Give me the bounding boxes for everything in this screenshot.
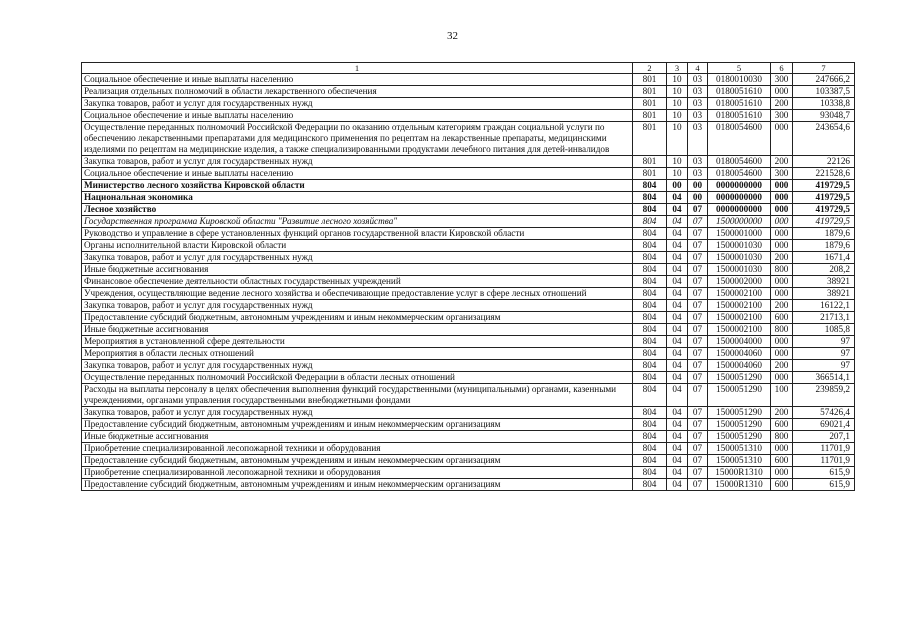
ministry-code-cell: 801: [633, 98, 667, 110]
ministry-code-cell: 804: [633, 384, 667, 407]
header-row: [82, 63, 855, 74]
amount-cell: 97: [793, 336, 855, 348]
amount-cell: 103387,5: [793, 86, 855, 98]
expense-type-cell: 600: [771, 479, 793, 491]
table-row: [82, 192, 855, 204]
expense-name-cell: Осуществление переданных полномочий Российской Федерации по оказанию отдельным категориям граждан социальной услуги по обеспечению лекарственными препаратами для медицинского применения по рецептам на лекарственные препараты, медицинскими изделиями по рецептам на медицинские изделия, а также специализированными продуктами лечебного питания для детей-инвалидов: [82, 122, 633, 156]
target-article-cell: 15000R1310: [708, 467, 771, 479]
target-article-cell: 0180051610: [708, 86, 771, 98]
target-article-cell: 1500051310: [708, 443, 771, 455]
expense-name-cell: Предоставление субсидий бюджетным, автономным учреждениям и иным некоммерческим организациям: [82, 312, 633, 324]
section-code-cell: 04: [667, 252, 688, 264]
expense-name-cell: Национальная экономика: [82, 192, 633, 204]
expense-name-cell: Иные бюджетные ассигнования: [82, 264, 633, 276]
expense-name-cell: Закупка товаров, работ и услуг для государственных нужд: [82, 360, 633, 372]
expense-type-cell: 000: [771, 240, 793, 252]
expense-type-cell: 000: [771, 180, 793, 192]
section-code-cell: 10: [667, 74, 688, 86]
amount-cell: 419729,5: [793, 192, 855, 204]
expense-name-cell: Социальное обеспечение и иные выплаты населению: [82, 168, 633, 180]
target-article-cell: 1500051310: [708, 455, 771, 467]
amount-cell: 419729,5: [793, 204, 855, 216]
expense-type-cell: 800: [771, 264, 793, 276]
target-article-cell: 1500002100: [708, 300, 771, 312]
table-row: [82, 228, 855, 240]
target-article-cell: 0000000000: [708, 180, 771, 192]
subsection-code-cell: 07: [688, 479, 708, 491]
expense-type-cell: 000: [771, 122, 793, 156]
expense-type-cell: 000: [771, 443, 793, 455]
amount-cell: 1671,4: [793, 252, 855, 264]
ministry-code-cell: 804: [633, 228, 667, 240]
table-row: [82, 86, 855, 98]
expense-name-cell: Приобретение специализированной лесопожарной техники и оборудования: [82, 443, 633, 455]
expense-type-cell: 000: [771, 204, 793, 216]
table-row: [82, 252, 855, 264]
expense-name-cell: Иные бюджетные ассигнования: [82, 431, 633, 443]
column-header: 1: [82, 63, 633, 74]
section-code-cell: 04: [667, 228, 688, 240]
section-code-cell: 04: [667, 336, 688, 348]
amount-cell: 419729,5: [793, 180, 855, 192]
subsection-code-cell: 07: [688, 324, 708, 336]
expense-type-cell: 000: [771, 372, 793, 384]
column-header: 3: [667, 63, 688, 74]
subsection-code-cell: 03: [688, 110, 708, 122]
expense-name-cell: Приобретение специализированной лесопожарной техники и оборудования: [82, 467, 633, 479]
expense-type-cell: 000: [771, 86, 793, 98]
table-row: [82, 168, 855, 180]
amount-cell: 69021,4: [793, 419, 855, 431]
target-article-cell: 1500051290: [708, 372, 771, 384]
amount-cell: 21713,1: [793, 312, 855, 324]
target-article-cell: 0000000000: [708, 204, 771, 216]
subsection-code-cell: 07: [688, 372, 708, 384]
amount-cell: 208,2: [793, 264, 855, 276]
subsection-code-cell: 07: [688, 431, 708, 443]
table-row: [82, 324, 855, 336]
table-row: [82, 300, 855, 312]
expense-name-cell: Государственная программа Кировской области "Развитие лесного хозяйства": [82, 216, 633, 228]
table-row: [82, 240, 855, 252]
amount-cell: 419729,5: [793, 216, 855, 228]
column-header: 2: [633, 63, 667, 74]
target-article-cell: 1500002000: [708, 276, 771, 288]
column-header: 5: [708, 63, 771, 74]
expense-name-cell: Предоставление субсидий бюджетным, автономным учреждениям и иным некоммерческим организациям: [82, 479, 633, 491]
target-article-cell: 1500002100: [708, 312, 771, 324]
expense-type-cell: 600: [771, 455, 793, 467]
expense-type-cell: 300: [771, 110, 793, 122]
subsection-code-cell: 07: [688, 228, 708, 240]
ministry-code-cell: 804: [633, 180, 667, 192]
budget-table: [81, 62, 855, 491]
expense-name-cell: Мероприятия в установленной сфере деятельности: [82, 336, 633, 348]
expense-name-cell: Осуществление переданных полномочий Российской Федерации в области лесных отношений: [82, 372, 633, 384]
target-article-cell: 0180054600: [708, 156, 771, 168]
amount-cell: 93048,7: [793, 110, 855, 122]
subsection-code-cell: 03: [688, 168, 708, 180]
target-article-cell: 1500000000: [708, 216, 771, 228]
table-row: [82, 312, 855, 324]
subsection-code-cell: 03: [688, 156, 708, 168]
subsection-code-cell: 03: [688, 122, 708, 156]
expense-name-cell: Социальное обеспечение и иные выплаты населению: [82, 110, 633, 122]
expense-type-cell: 200: [771, 300, 793, 312]
section-code-cell: 10: [667, 122, 688, 156]
column-header: 4: [688, 63, 708, 74]
expense-name-cell: Закупка товаров, работ и услуг для государственных нужд: [82, 98, 633, 110]
subsection-code-cell: 07: [688, 240, 708, 252]
section-code-cell: 10: [667, 110, 688, 122]
amount-cell: 97: [793, 348, 855, 360]
column-header: 7: [793, 63, 855, 74]
table-row: [82, 122, 855, 156]
subsection-code-cell: 03: [688, 86, 708, 98]
target-article-cell: 0180054600: [708, 122, 771, 156]
ministry-code-cell: 804: [633, 443, 667, 455]
section-code-cell: 04: [667, 288, 688, 300]
target-article-cell: 1500004000: [708, 336, 771, 348]
ministry-code-cell: 804: [633, 264, 667, 276]
target-article-cell: 0180054600: [708, 168, 771, 180]
ministry-code-cell: 801: [633, 168, 667, 180]
section-code-cell: 04: [667, 204, 688, 216]
amount-cell: 615,9: [793, 479, 855, 491]
expense-name-cell: Иные бюджетные ассигнования: [82, 324, 633, 336]
amount-cell: 1879,6: [793, 240, 855, 252]
expense-type-cell: 200: [771, 360, 793, 372]
subsection-code-cell: 07: [688, 407, 708, 419]
table-row: [82, 407, 855, 419]
target-article-cell: 1500001030: [708, 264, 771, 276]
expense-name-cell: Учреждения, осуществляющие ведение лесного хозяйства и обеспечивающие предоставление услуг в сфере лесных отношений: [82, 288, 633, 300]
amount-cell: 11701,9: [793, 455, 855, 467]
target-article-cell: 1500051290: [708, 384, 771, 407]
expense-type-cell: 200: [771, 156, 793, 168]
expense-type-cell: 200: [771, 407, 793, 419]
table-row: [82, 479, 855, 491]
subsection-code-cell: 07: [688, 419, 708, 431]
expense-type-cell: 000: [771, 467, 793, 479]
amount-cell: 22126: [793, 156, 855, 168]
section-code-cell: 04: [667, 384, 688, 407]
table-row: [82, 431, 855, 443]
table-row: [82, 443, 855, 455]
subsection-code-cell: 07: [688, 264, 708, 276]
table-row: [82, 264, 855, 276]
section-code-cell: 04: [667, 264, 688, 276]
ministry-code-cell: 804: [633, 431, 667, 443]
table-row: [82, 384, 855, 407]
section-code-cell: 04: [667, 300, 688, 312]
ministry-code-cell: 804: [633, 288, 667, 300]
expense-name-cell: Органы исполнительной власти Кировской области: [82, 240, 633, 252]
section-code-cell: 04: [667, 216, 688, 228]
ministry-code-cell: 804: [633, 252, 667, 264]
amount-cell: 38921: [793, 276, 855, 288]
target-article-cell: 0180051610: [708, 98, 771, 110]
amount-cell: 239859,2: [793, 384, 855, 407]
ministry-code-cell: 804: [633, 324, 667, 336]
table-row: [82, 156, 855, 168]
ministry-code-cell: 804: [633, 407, 667, 419]
amount-cell: 207,1: [793, 431, 855, 443]
table-row: [82, 180, 855, 192]
section-code-cell: 10: [667, 168, 688, 180]
ministry-code-cell: 804: [633, 240, 667, 252]
target-article-cell: 1500004060: [708, 348, 771, 360]
section-code-cell: 10: [667, 86, 688, 98]
target-article-cell: 0180010030: [708, 74, 771, 86]
expense-type-cell: 600: [771, 312, 793, 324]
ministry-code-cell: 804: [633, 479, 667, 491]
amount-cell: 38921: [793, 288, 855, 300]
section-code-cell: 04: [667, 479, 688, 491]
ministry-code-cell: 804: [633, 419, 667, 431]
amount-cell: 10338,8: [793, 98, 855, 110]
table-row: [82, 455, 855, 467]
target-article-cell: 1500051290: [708, 431, 771, 443]
expense-name-cell: Закупка товаров, работ и услуг для государственных нужд: [82, 156, 633, 168]
expense-type-cell: 800: [771, 431, 793, 443]
expense-name-cell: Министерство лесного хозяйства Кировской области: [82, 180, 633, 192]
section-code-cell: 04: [667, 276, 688, 288]
ministry-code-cell: 804: [633, 467, 667, 479]
amount-cell: 1085,8: [793, 324, 855, 336]
ministry-code-cell: 804: [633, 192, 667, 204]
section-code-cell: 00: [667, 180, 688, 192]
expense-type-cell: 000: [771, 276, 793, 288]
expense-name-cell: Закупка товаров, работ и услуг для государственных нужд: [82, 300, 633, 312]
expense-type-cell: 200: [771, 252, 793, 264]
expense-name-cell: Закупка товаров, работ и услуг для государственных нужд: [82, 252, 633, 264]
expense-type-cell: 000: [771, 228, 793, 240]
section-code-cell: 04: [667, 455, 688, 467]
ministry-code-cell: 804: [633, 312, 667, 324]
target-article-cell: 1500051290: [708, 419, 771, 431]
expense-name-cell: Руководство и управление в сфере установленных функций органов государственной власти Кировской области: [82, 228, 633, 240]
amount-cell: 1879,6: [793, 228, 855, 240]
subsection-code-cell: 00: [688, 192, 708, 204]
expense-name-cell: Предоставление субсидий бюджетным, автономным учреждениям и иным некоммерческим организациям: [82, 419, 633, 431]
section-code-cell: 04: [667, 192, 688, 204]
subsection-code-cell: 07: [688, 455, 708, 467]
expense-type-cell: 000: [771, 348, 793, 360]
ministry-code-cell: 804: [633, 216, 667, 228]
subsection-code-cell: 07: [688, 252, 708, 264]
subsection-code-cell: 07: [688, 384, 708, 407]
expense-type-cell: 100: [771, 384, 793, 407]
target-article-cell: 1500001000: [708, 228, 771, 240]
expense-type-cell: 600: [771, 419, 793, 431]
table-row: [82, 74, 855, 86]
ministry-code-cell: 801: [633, 122, 667, 156]
subsection-code-cell: 07: [688, 360, 708, 372]
expense-type-cell: 000: [771, 192, 793, 204]
table-row: [82, 98, 855, 110]
budget-table-sheet: [81, 62, 854, 491]
amount-cell: 11701,9: [793, 443, 855, 455]
table-row: [82, 110, 855, 122]
column-header: 6: [771, 63, 793, 74]
subsection-code-cell: 00: [688, 180, 708, 192]
expense-name-cell: Мероприятия в области лесных отношений: [82, 348, 633, 360]
target-article-cell: 0000000000: [708, 192, 771, 204]
section-code-cell: 04: [667, 419, 688, 431]
amount-cell: 16122,1: [793, 300, 855, 312]
section-code-cell: 10: [667, 98, 688, 110]
amount-cell: 247666,2: [793, 74, 855, 86]
table-row: [82, 348, 855, 360]
ministry-code-cell: 801: [633, 86, 667, 98]
page-number: 32: [447, 30, 458, 42]
subsection-code-cell: 07: [688, 312, 708, 324]
expense-type-cell: 300: [771, 168, 793, 180]
table-body: [82, 63, 855, 491]
amount-cell: 615,9: [793, 467, 855, 479]
expense-name-cell: Реализация отдельных полномочий в области лекарственного обеспечения: [82, 86, 633, 98]
subsection-code-cell: 07: [688, 288, 708, 300]
subsection-code-cell: 03: [688, 98, 708, 110]
subsection-code-cell: 07: [688, 216, 708, 228]
section-code-cell: 04: [667, 372, 688, 384]
target-article-cell: 1500002100: [708, 288, 771, 300]
subsection-code-cell: 03: [688, 74, 708, 86]
table-row: [82, 216, 855, 228]
table-row: [82, 276, 855, 288]
ministry-code-cell: 801: [633, 156, 667, 168]
expense-name-cell: Расходы на выплаты персоналу в целях обеспечения выполнения функций государственными (муниципальными) органами, казенными учреждениями, органами управления государственными внебюджетными фондами: [82, 384, 633, 407]
ministry-code-cell: 804: [633, 348, 667, 360]
subsection-code-cell: 07: [688, 276, 708, 288]
amount-cell: 243654,6: [793, 122, 855, 156]
table-row: [82, 467, 855, 479]
section-code-cell: 04: [667, 348, 688, 360]
expense-type-cell: 800: [771, 324, 793, 336]
target-article-cell: 1500001030: [708, 252, 771, 264]
ministry-code-cell: 801: [633, 74, 667, 86]
target-article-cell: 1500002100: [708, 324, 771, 336]
table-row: [82, 419, 855, 431]
section-code-cell: 04: [667, 407, 688, 419]
amount-cell: 57426,4: [793, 407, 855, 419]
table-row: [82, 204, 855, 216]
section-code-cell: 04: [667, 240, 688, 252]
target-article-cell: 1500001030: [708, 240, 771, 252]
subsection-code-cell: 07: [688, 300, 708, 312]
subsection-code-cell: 07: [688, 467, 708, 479]
target-article-cell: 0180051610: [708, 110, 771, 122]
amount-cell: 221528,6: [793, 168, 855, 180]
section-code-cell: 04: [667, 312, 688, 324]
expense-type-cell: 000: [771, 216, 793, 228]
amount-cell: 366514,1: [793, 372, 855, 384]
section-code-cell: 04: [667, 431, 688, 443]
ministry-code-cell: 804: [633, 372, 667, 384]
subsection-code-cell: 07: [688, 348, 708, 360]
section-code-cell: 04: [667, 443, 688, 455]
amount-cell: 97: [793, 360, 855, 372]
section-code-cell: 04: [667, 324, 688, 336]
expense-type-cell: 300: [771, 74, 793, 86]
expense-name-cell: Предоставление субсидий бюджетным, автономным учреждениям и иным некоммерческим организациям: [82, 455, 633, 467]
target-article-cell: 1500004060: [708, 360, 771, 372]
subsection-code-cell: 07: [688, 336, 708, 348]
ministry-code-cell: 804: [633, 360, 667, 372]
section-code-cell: 04: [667, 467, 688, 479]
ministry-code-cell: 804: [633, 336, 667, 348]
table-row: [82, 288, 855, 300]
expense-type-cell: 000: [771, 336, 793, 348]
section-code-cell: 10: [667, 156, 688, 168]
target-article-cell: 1500051290: [708, 407, 771, 419]
ministry-code-cell: 804: [633, 300, 667, 312]
section-code-cell: 04: [667, 360, 688, 372]
ministry-code-cell: 804: [633, 204, 667, 216]
expense-name-cell: Лесное хозяйство: [82, 204, 633, 216]
expense-name-cell: Социальное обеспечение и иные выплаты населению: [82, 74, 633, 86]
table-row: [82, 336, 855, 348]
target-article-cell: 15000R1310: [708, 479, 771, 491]
table-row: [82, 360, 855, 372]
ministry-code-cell: 801: [633, 110, 667, 122]
ministry-code-cell: 804: [633, 455, 667, 467]
subsection-code-cell: 07: [688, 443, 708, 455]
table-row: [82, 372, 855, 384]
expense-type-cell: 000: [771, 288, 793, 300]
subsection-code-cell: 07: [688, 204, 708, 216]
ministry-code-cell: 804: [633, 276, 667, 288]
expense-type-cell: 200: [771, 98, 793, 110]
expense-name-cell: Финансовое обеспечение деятельности областных государственных учреждений: [82, 276, 633, 288]
expense-name-cell: Закупка товаров, работ и услуг для государственных нужд: [82, 407, 633, 419]
